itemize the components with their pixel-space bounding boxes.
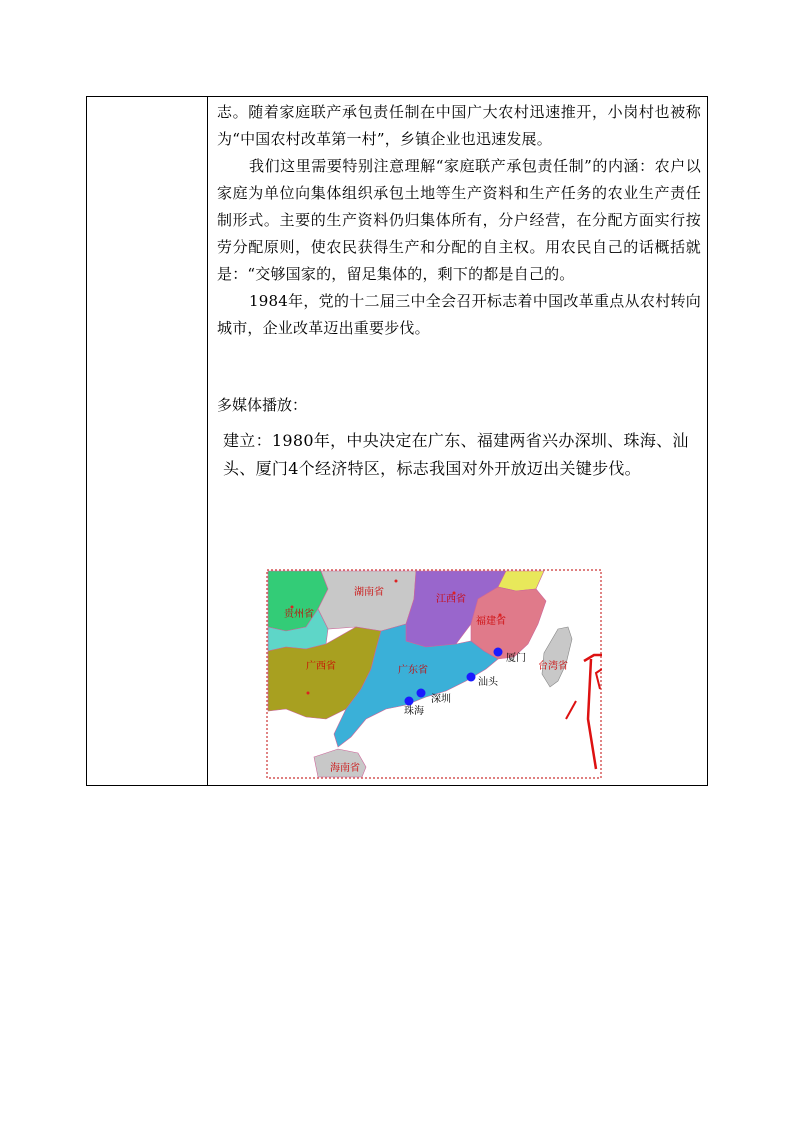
region-hunan [318, 571, 416, 631]
paragraph-3: 1984年，党的十二届三中全会召开标志着中国改革重点从农村转向城市，企业改革迈出重要步伐。 [217, 292, 701, 337]
capital-dot [307, 692, 310, 695]
capital-dot [291, 606, 294, 609]
label-shenzhen: 深圳 [431, 694, 451, 705]
label-xiamen: 厦门 [506, 653, 526, 664]
table-column-divider [207, 97, 208, 785]
capital-dot [453, 592, 456, 595]
label-jiangxi: 江西省 [436, 594, 466, 605]
label-taiwan: 台湾省 [538, 661, 568, 672]
capital-dot [499, 614, 502, 617]
content-cell [217, 97, 701, 483]
label-zhuhai: 珠海 [404, 706, 424, 717]
label-fujian: 福建省 [476, 616, 506, 627]
city-dot-zhuhai [405, 697, 414, 706]
label-shantou: 汕头 [478, 677, 498, 688]
label-hainan: 海南省 [330, 763, 360, 774]
capital-dot [395, 580, 398, 583]
label-guizhou: 贵州省 [284, 609, 314, 620]
multimedia-label: 多媒体播放： [217, 396, 308, 414]
city-dot-shenzhen [417, 689, 426, 698]
label-guangdong: 广东省 [398, 665, 428, 676]
map-svg [266, 569, 602, 779]
paragraph-2: 我们这里需要特别注意理解“家庭联产承包责任制”的内涵：农户以家庭为单位向集体组织承包土地等生产资料和生产任务的农业生产责任制形式。主要的生产资料仍归集体所有，分户经营，在分配方面实行按劳分配原则，使农民获得生产和分配的自主权。用农民自己的话概括就是：“交够国家的，留足集体的，剩下的都是自己的。 [217, 157, 701, 283]
content-table [86, 96, 708, 786]
label-guangxi: 广西省 [306, 661, 336, 672]
special-economic-zones-map [266, 569, 602, 779]
slide-text: 建立：1980年，中央决定在广东、福建两省兴办深圳、珠海、汕头、厦门4个经济特区，标志我国对外开放迈出关键步伐。 [223, 431, 689, 478]
city-dot-shantou [467, 673, 476, 682]
label-hunan: 湖南省 [354, 587, 384, 598]
paragraph-1: 志。随着家庭联产承包责任制在中国广大农村迅速推开，小岗村也被称为“中国农村改革第一村”，乡镇企业也迅速发展。 [217, 103, 701, 148]
city-dot-xiamen [494, 648, 503, 657]
